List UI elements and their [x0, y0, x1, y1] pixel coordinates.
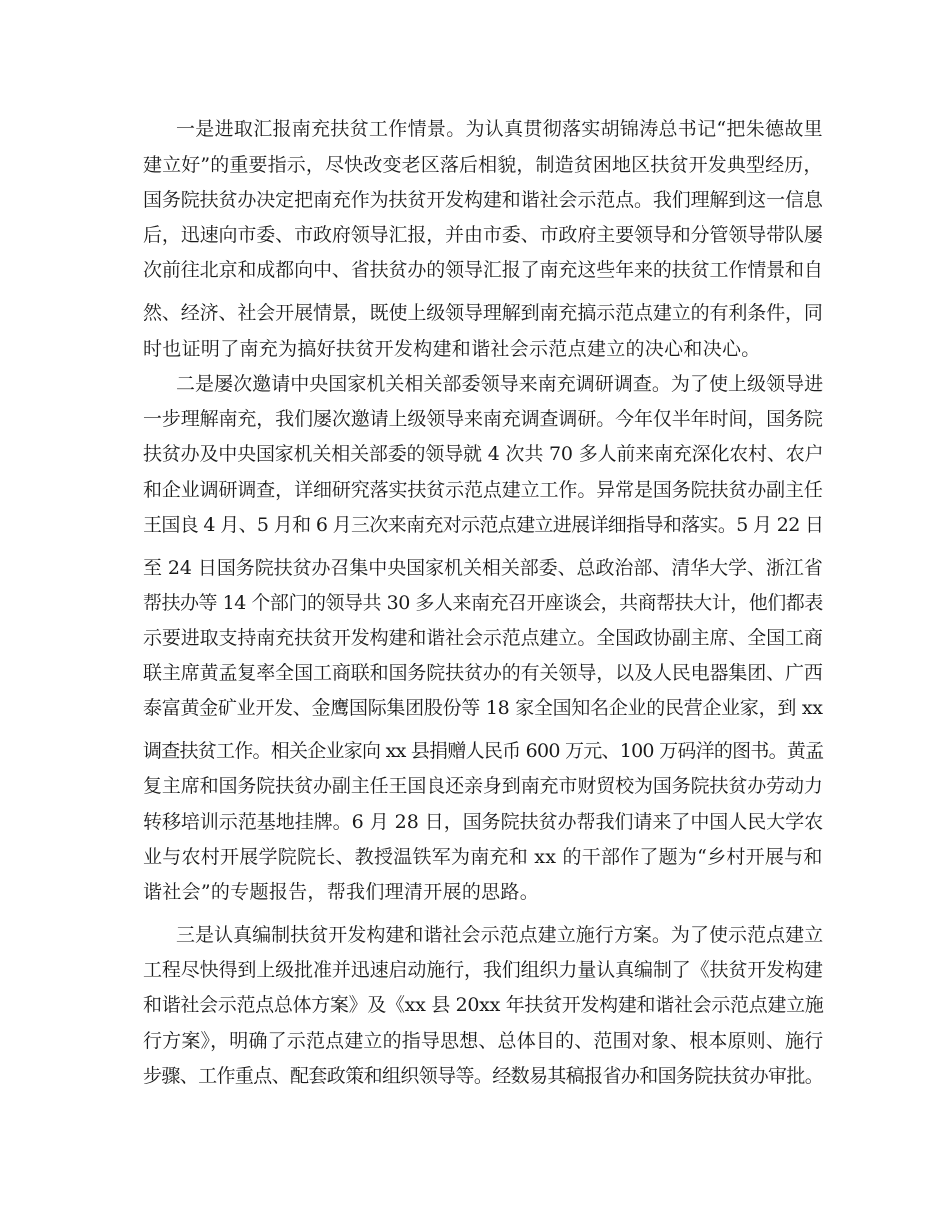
- text-line: 和谐社会示范点总体方案》及《xx 县 20xx 年扶贫开发构建和谐社会示范点建立施: [143, 994, 824, 1016]
- text-line: 建立好”的重要指示，尽快改变老区落后相貌，制造贫困地区扶贫开发典型经历，: [143, 154, 823, 176]
- text-line: 工程尽快得到上级批准并迅速启动施行，我们组织力量认真编制了《扶贫开发构建: [143, 959, 823, 981]
- text-line: 一是进取汇报南充扶贫工作情景。为认真贯彻落实胡锦涛总书记“把朱德故里: [176, 118, 823, 140]
- text-line: 然、经济、社会开展情景，既使上级领导理解到南充搞示范点建立的有利条件，同: [143, 302, 823, 324]
- text-line: 王国良 4 月、5 月和 6 月三次来南充对示范点建立进展详细指导和落实。5 月 22 日: [143, 514, 824, 536]
- text-line: 后，迅速向市委、市政府领导汇报，并由市委、市政府主要领导和分管领导带队屡: [143, 224, 823, 246]
- text-line: 步骤、工作重点、配套政策和组织领导等。经数易其稿报省办和国务院扶贫办审批。: [143, 1065, 824, 1087]
- text-line: 帮扶办等 14 个部门的领导共 30 多人来南充召开座谈会，共商帮扶大计，他们都表: [143, 592, 823, 614]
- text-line: 扶贫办及中央国家机关相关部委的领导就 4 次共 70 多人前来南充深化农村、农户: [143, 443, 824, 465]
- text-line: 复主席和国务院扶贫办副主任王国良还亲身到南充市财贸校为国务院扶贫办劳动力: [143, 775, 823, 797]
- text-line: 业与农村开展学院院长、教授温铁军为南充和 xx 的干部作了题为“乡村开展与和: [143, 846, 823, 868]
- text-line: 联主席黄孟复率全国工商联和国务院扶贫办的有关领导，以及人民电器集团、广西: [143, 662, 823, 684]
- text-line: 时也证明了南充为搞好扶贫开发构建和谐社会示范点建立的决心和决心。: [143, 338, 761, 360]
- text-line: 二是屡次邀请中央国家机关相关部委领导来南充调研调查。为了使上级领导进: [176, 373, 824, 395]
- text-line: 次前往北京和成都向中、省扶贫办的领导汇报了南充这些年来的扶贫工作情景和自: [143, 259, 823, 281]
- text-line: 谐社会”的专题报告，帮我们理清开展的思路。: [143, 881, 540, 903]
- text-line: 三是认真编制扶贫开发构建和谐社会示范点建立施行方案。为了使示范点建立: [176, 924, 824, 946]
- text-line: 泰富黄金矿业开发、金鹰国际集团股份等 18 家全国知名企业的民营企业家，到 xx: [143, 697, 823, 719]
- text-line: 至 24 日国务院扶贫办召集中央国家机关相关部委、总政治部、清华大学、浙江省: [143, 557, 823, 579]
- text-line: 一步理解南充，我们屡次邀请上级领导来南充调查调研。今年仅半年时间，国务院: [143, 408, 823, 430]
- text-line: 示要进取支持南充扶贫开发构建和谐社会示范点建立。全国政协副主席、全国工商: [143, 627, 823, 649]
- text-line: 国务院扶贫办决定把南充作为扶贫开发构建和谐社会示范点。我们理解到这一信息: [143, 189, 823, 211]
- text-line: 调查扶贫工作。相关企业家向 xx 县捐赠人民币 600 万元、100 万码洋的图书。黄孟: [143, 740, 824, 762]
- text-line: 行方案》，明确了示范点建立的指导思想、总体目的、范围对象、根本原则、施行: [143, 1030, 824, 1052]
- text-line: 转移培训示范基地挂牌。6 月 28 日，国务院扶贫办帮我们请来了中国人民大学农: [143, 811, 824, 833]
- text-line: 和企业调研调查，详细研究落实扶贫示范点建立工作。异常是国务院扶贫办副主任: [143, 479, 823, 501]
